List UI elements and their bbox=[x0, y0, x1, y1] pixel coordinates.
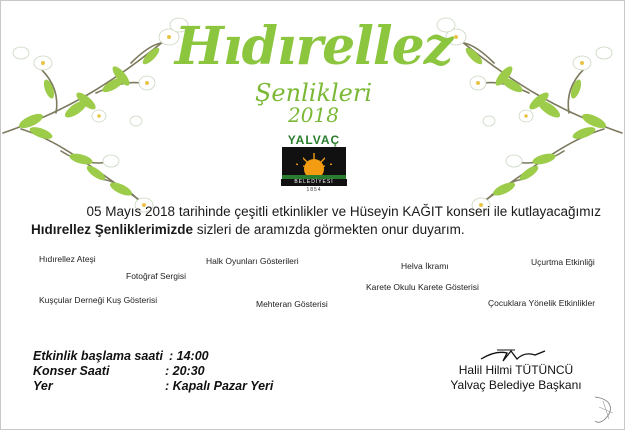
start-label: Etkinlik başlama saati bbox=[33, 349, 163, 363]
logo-name: YALVAÇ bbox=[287, 133, 341, 147]
signer-title: Yalvaç Belediye Başkanı bbox=[450, 378, 582, 392]
concert-value: : 20:30 bbox=[165, 364, 205, 378]
place-value: : Kapalı Pazar Yeri bbox=[165, 379, 274, 393]
activity-item: Kuşçular Derneği Kuş Gösterisi bbox=[39, 295, 158, 305]
seal-mark-icon bbox=[591, 393, 621, 427]
activity-item: Helva İkramı bbox=[401, 261, 449, 271]
invitation-line-1: 05 Mayıs 2018 tarihinde çeşitli etkinlikler ve Hüseyin KAĞIT konseri ile kutlayacağımız bbox=[86, 204, 601, 219]
logo-established: 1854 bbox=[306, 187, 322, 193]
municipality-logo bbox=[279, 133, 349, 195]
activity-item: Karete Okulu Karete Gösterisi bbox=[366, 282, 479, 292]
activity-item: Mehteran Gösterisi bbox=[256, 299, 328, 309]
concert-label: Konser Saati bbox=[33, 364, 110, 378]
signer-block bbox=[441, 363, 591, 393]
event-subtitle: Şenlikleri bbox=[254, 79, 373, 107]
activity-item: Uçurtma Etkinliği bbox=[531, 257, 595, 267]
event-year: 2018 bbox=[288, 103, 339, 127]
event-title: Hıdırellez bbox=[174, 16, 453, 77]
logo-emblem-icon bbox=[282, 147, 346, 179]
invitation-highlight: Hıdırellez Şenliklerimizde bbox=[31, 222, 194, 237]
invitation-line-2-rest: sizleri de aramızda görmekten onur duyarım. bbox=[193, 222, 465, 237]
activity-item: Çocuklara Yönelik Etkinlikler bbox=[488, 298, 596, 308]
activity-item: Fotoğraf Sergisi bbox=[126, 271, 186, 281]
signature-icon bbox=[479, 347, 549, 363]
invitation-line-2 bbox=[31, 221, 601, 239]
start-value: : 14:00 bbox=[169, 349, 209, 363]
logo-subtitle: BELEDİYESİ bbox=[281, 179, 347, 186]
place-label: Yer bbox=[33, 379, 53, 393]
signer-name: Halil Hilmi TÜTÜNCÜ bbox=[458, 363, 574, 377]
activity-item: Hıdırellez Ateşi bbox=[39, 254, 96, 264]
invitation-text bbox=[31, 203, 601, 239]
activity-item: Halk Oyunları Gösterileri bbox=[206, 256, 299, 266]
